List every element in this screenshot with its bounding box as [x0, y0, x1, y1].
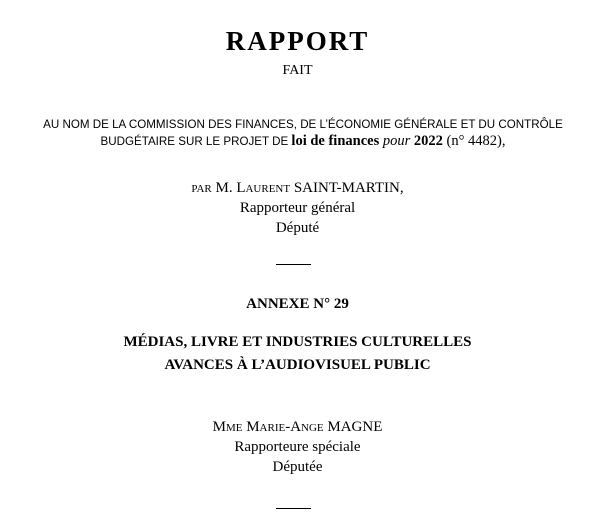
mission-title-line-2: AVANCES À L’AUDIOVISUEL PUBLIC	[164, 357, 431, 373]
rapporteur-special-name: Mme Marie-Ange MAGNE	[212, 419, 383, 435]
separator-2	[276, 508, 311, 509]
year: 2022	[413, 133, 443, 149]
commission-line-2	[38, 133, 568, 150]
mission-title-line-1: MÉDIAS, LIVRE ET INDUSTRIES CULTURELLES	[123, 334, 472, 350]
rapporteur-general-title: Député	[275, 220, 320, 236]
annexe-number: ANNEXE N° 29	[246, 296, 349, 312]
rapporteur-general-block	[0, 178, 595, 238]
mission-title	[0, 331, 595, 377]
bill-number: (n° 4482),	[446, 133, 506, 149]
commission-line-1: AU NOM DE LA COMMISSION DES FINANCES, DE L’ÉCONOMIE GÉNÉRALE ET DU CONTRÔLE	[43, 118, 563, 131]
commission-statement	[38, 116, 568, 150]
par-label: par	[191, 180, 212, 196]
rapporteur-special-block	[0, 417, 595, 477]
separator-1	[276, 264, 311, 265]
commission-line-2-prefix: BUDGÉTAIRE SUR LE PROJET DE	[100, 135, 289, 148]
rapporteur-special-role: Rapporteure spéciale	[234, 439, 361, 455]
report-title: RAPPORT	[225, 26, 370, 56]
rapporteur-general-name-line	[0, 178, 595, 198]
report-subtitle: FAIT	[282, 63, 313, 78]
loi-de-finances: loi de finances	[291, 133, 380, 149]
rapporteur-special-title: Députée	[272, 459, 323, 475]
rapporteur-general-name: M. Laurent SAINT-MARTIN,	[215, 180, 404, 196]
rapporteur-general-role: Rapporteur général	[239, 200, 356, 216]
pour-text: pour	[382, 133, 411, 149]
